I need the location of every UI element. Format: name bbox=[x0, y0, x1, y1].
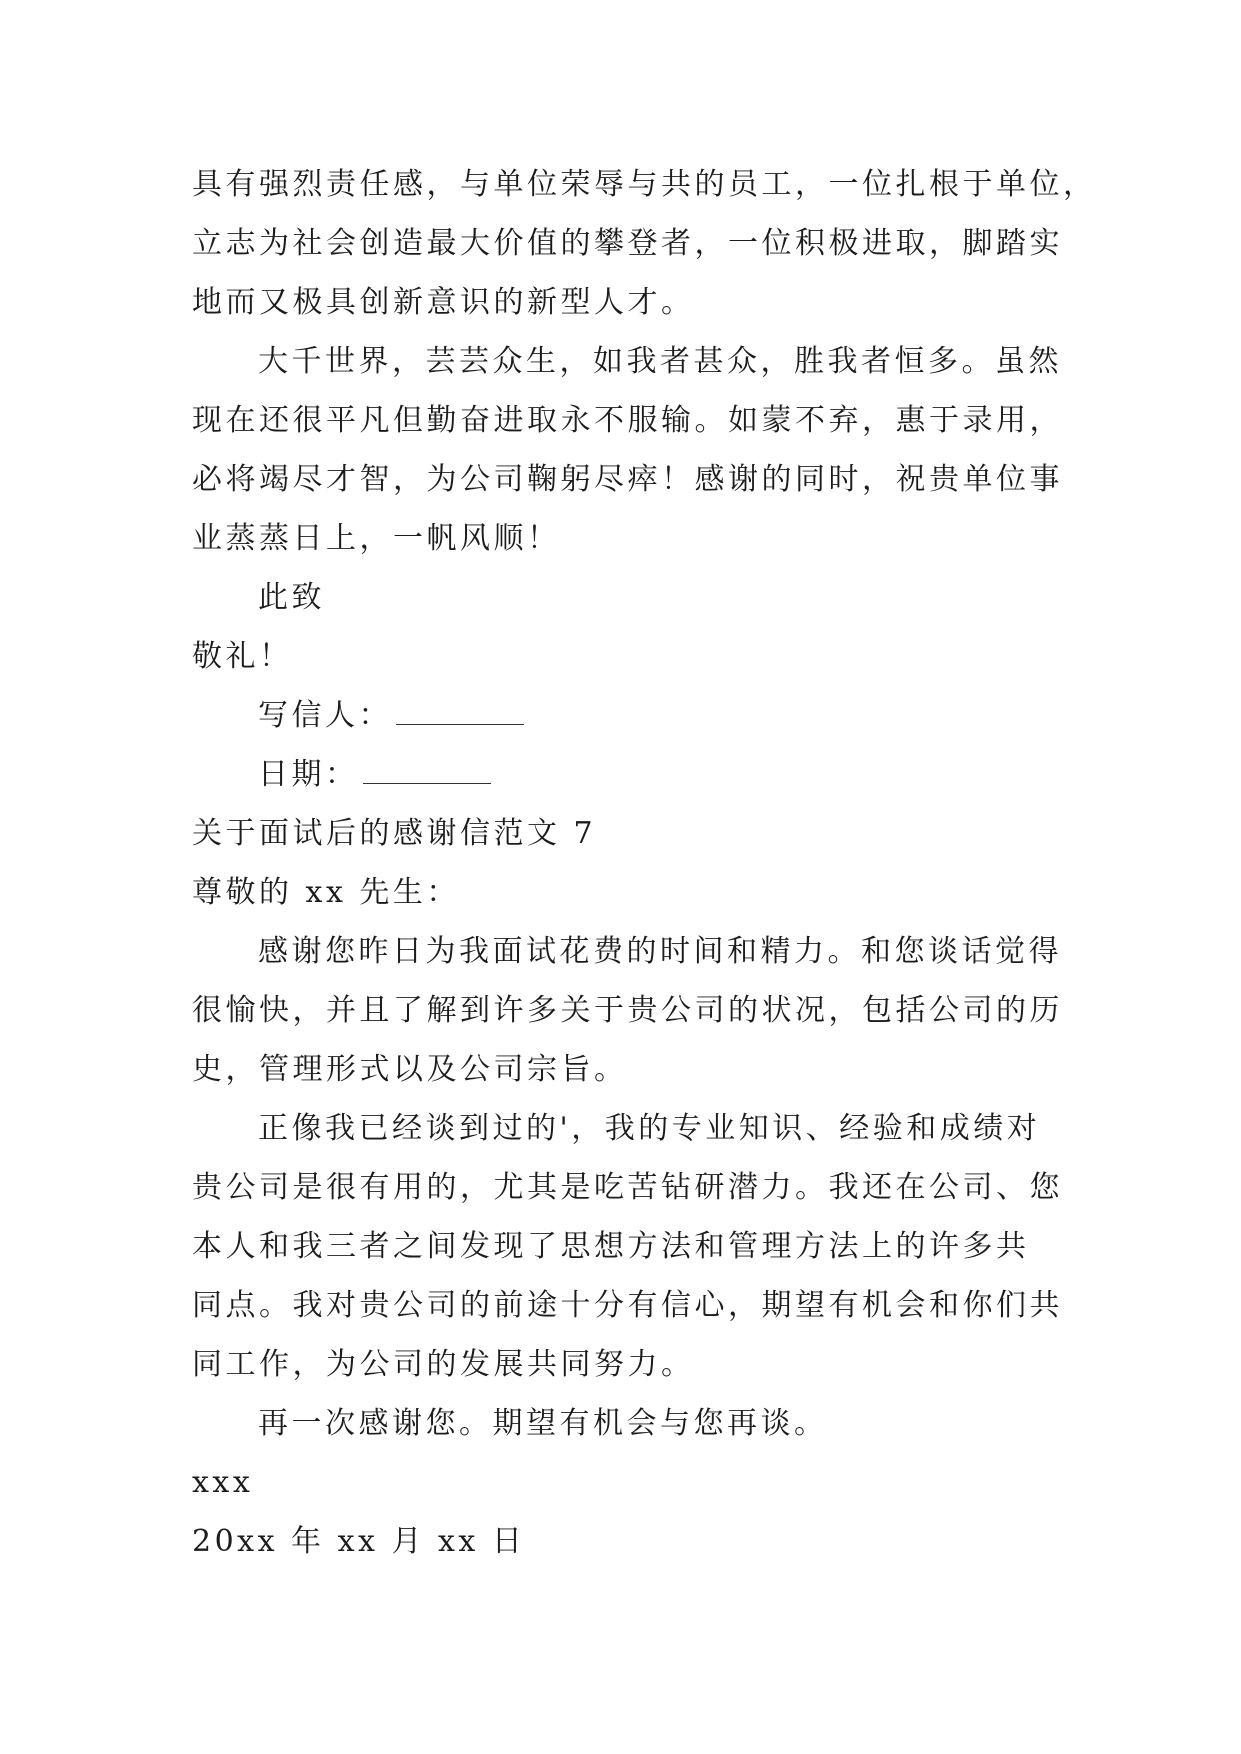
paragraph-line: 同工作，为公司的发展共同努力。 bbox=[192, 1347, 695, 1382]
date-blank bbox=[363, 759, 491, 784]
paragraph-line: 感谢您昨日为我面试花费的时间和精力。和您谈话觉得 bbox=[258, 934, 1062, 969]
signature-date: 20xx 年 xx 月 xx 日 bbox=[192, 1524, 526, 1559]
paragraph-line: 现在还很平凡但勤奋进取永不服输。如蒙不弃，惠于录用， bbox=[192, 403, 1063, 438]
paragraph-line: 具有强烈责任感，与单位荣辱与共的员工，一位扎根于单位， bbox=[192, 167, 1097, 202]
date-label: 日期： bbox=[258, 757, 359, 792]
paragraph-line: 大千世界，芸芸众生，如我者甚众，胜我者恒多。虽然 bbox=[258, 344, 1062, 379]
writer-blank bbox=[396, 700, 524, 725]
paragraph-line: 贵公司是很有用的，尤其是吃苦钻研潜力。我还在公司、您 bbox=[192, 1170, 1063, 1205]
writer-label: 写信人： bbox=[258, 698, 392, 733]
paragraph-line: 正像我已经谈到过的'，我的专业知识、经验和成绩对 bbox=[258, 1111, 1041, 1146]
paragraph-line: 同点。我对贵公司的前途十分有信心，期望有机会和你们共 bbox=[192, 1288, 1063, 1323]
closing-salutation: 此致 bbox=[258, 580, 325, 615]
signature-name: xxx bbox=[192, 1465, 254, 1500]
greeting: 尊敬的 xx 先生： bbox=[192, 875, 460, 910]
paragraph-line: 必将竭尽才智，为公司鞠躬尽瘁！感谢的同时，祝贵单位事 bbox=[192, 462, 1063, 497]
paragraph-line: 史，管理形式以及公司宗旨。 bbox=[192, 1052, 628, 1087]
date-line bbox=[258, 755, 491, 795]
signature-line bbox=[258, 696, 524, 736]
closing-regards: 敬礼！ bbox=[192, 639, 293, 674]
paragraph-line: 立志为社会创造最大价值的攀登者，一位积极进取，脚踏实 bbox=[192, 226, 1063, 261]
paragraph-line: 再一次感谢您。期望有机会与您再谈。 bbox=[258, 1406, 828, 1441]
paragraph-line: 业蒸蒸日上，一帆风顺！ bbox=[192, 521, 561, 556]
section-title: 关于面试后的感谢信范文 7 bbox=[192, 816, 597, 851]
paragraph-line: 本人和我三者之间发现了思想方法和管理方法上的许多共 bbox=[192, 1229, 1030, 1264]
paragraph-line: 地而又极具创新意识的新型人才。 bbox=[192, 285, 695, 320]
paragraph-line: 很愉快，并且了解到许多关于贵公司的状况，包括公司的历 bbox=[192, 993, 1063, 1028]
